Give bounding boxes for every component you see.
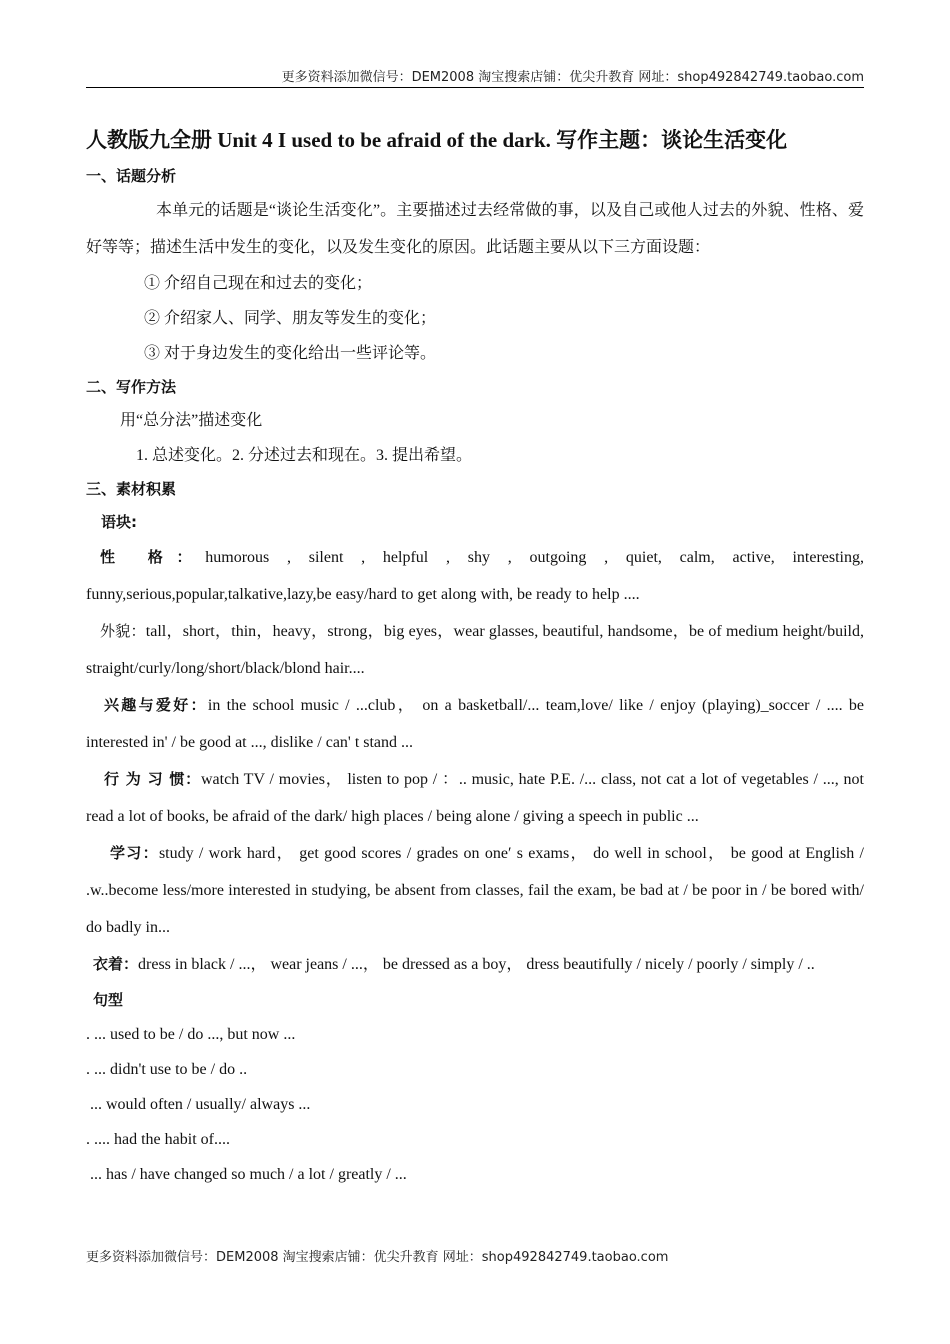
sentence-patterns-label: 句型 (93, 991, 124, 1009)
vocab-category-label: 学习： (110, 844, 159, 862)
vocab-habits (86, 761, 864, 835)
vocab-text: watch TV / movies， listen to pop / ：.. music, hate P.E. /... class, not cat a lot of vegetables / ..., not read a lot of books, be afraid of the dark/ high places / being alone / giving a speech in public ... (86, 771, 864, 825)
topic-point: ② 介绍家人、同学、朋友等发生的变化； (144, 310, 437, 327)
vocab-category-label: 性 格： (100, 548, 206, 566)
vocab-clothing (86, 946, 864, 983)
topic-point: ① 介绍自己现在和过去的变化； (144, 275, 373, 292)
vocab-category-label: 外貌： (100, 622, 146, 640)
vocab-study (86, 835, 864, 946)
page-header: 更多资料添加微信号：DEM2008 淘宝搜索店铺：优尖升教育 网址：shop492842749.taobao.com (281, 70, 864, 85)
topic-point: ③ 对于身边发生的变化给出一些评论等。 (144, 345, 437, 362)
section-topic-analysis-heading: 一、话题分析 (86, 167, 177, 185)
sentence-pattern: . ... used to be / do ..., but now ... (86, 1026, 296, 1043)
vocab-text: dress in black / ...， wear jeans / ...， be dressed as a boy， dress beautifully / nicely / poorly / simply / .. (138, 956, 815, 973)
vocab-text: tall，short，thin，heavy，strong，big eyes，wear glasses, beautiful, handsome，be of medium height/build, straight/curly/long/short/black/blond hair.... (86, 623, 864, 677)
document-title: 人教版九全册 Unit 4 I used to be afraid of the dark. 写作主题：谈论生活变化 (86, 128, 788, 152)
vocab-text: humorous , silent , helpful , shy , outgoing , quiet, calm, active, interesting, funny,serious,popular,talkative,lazy,be easy/hard to get along with, be ready to help .... (86, 549, 864, 603)
vocab-category-label: 行 为 习 惯： (104, 770, 201, 788)
vocab-personality (86, 539, 864, 613)
vocab-hobbies (86, 687, 864, 761)
vocab-text: study / work hard， get good scores / grades on one′ s exams， do well in school， be good at English / .w..become less/more interested in studying, be absent from classes, fail the exam, be bad at / be poor in / be bored with/ do badly in... (86, 845, 864, 936)
chunks-label: 语块: (101, 513, 137, 531)
section-writing-method-heading: 二、写作方法 (86, 378, 177, 396)
page-footer: 更多资料添加微信号：DEM2008 淘宝搜索店铺：优尖升教育 网址：shop492842749.taobao.com (86, 1250, 669, 1265)
topic-intro-paragraph: 本单元的话题是“谈论生活变化”。主要描述过去经常做的事，以及自己或他人过去的外貌、性格、爱好等等；描述生活中发生的变化，以及发生变化的原因。此话题主要从以下三方面设题： (86, 202, 864, 256)
sentence-pattern: ... has / have changed so much / a lot / greatly / ... (86, 1166, 407, 1183)
sentence-pattern: . ... didn't use to be / do .. (86, 1061, 248, 1078)
vocab-appearance (86, 613, 864, 687)
vocab-text: in the school music / ...club， on a basketball/... team,love/ like / enjoy (playing)_soccer / .... be interested in' / be good at ..., dislike / can' t stand ... (86, 697, 864, 751)
sentence-pattern: . .... had the habit of.... (86, 1131, 230, 1148)
vocab-category-label: 衣着： (93, 955, 139, 973)
writing-method: 用“总分法”描述变化 (120, 412, 263, 429)
header-divider (86, 87, 864, 88)
document-body (86, 122, 864, 1192)
sentence-pattern: ... would often / usually/ always ... (86, 1096, 311, 1113)
section-material-heading: 三、素材积累 (86, 480, 177, 498)
writing-steps: 1. 总述变化。2. 分述过去和现在。3. 提出希望。 (136, 447, 473, 464)
vocab-category-label: 兴趣与爱好： (104, 696, 208, 714)
